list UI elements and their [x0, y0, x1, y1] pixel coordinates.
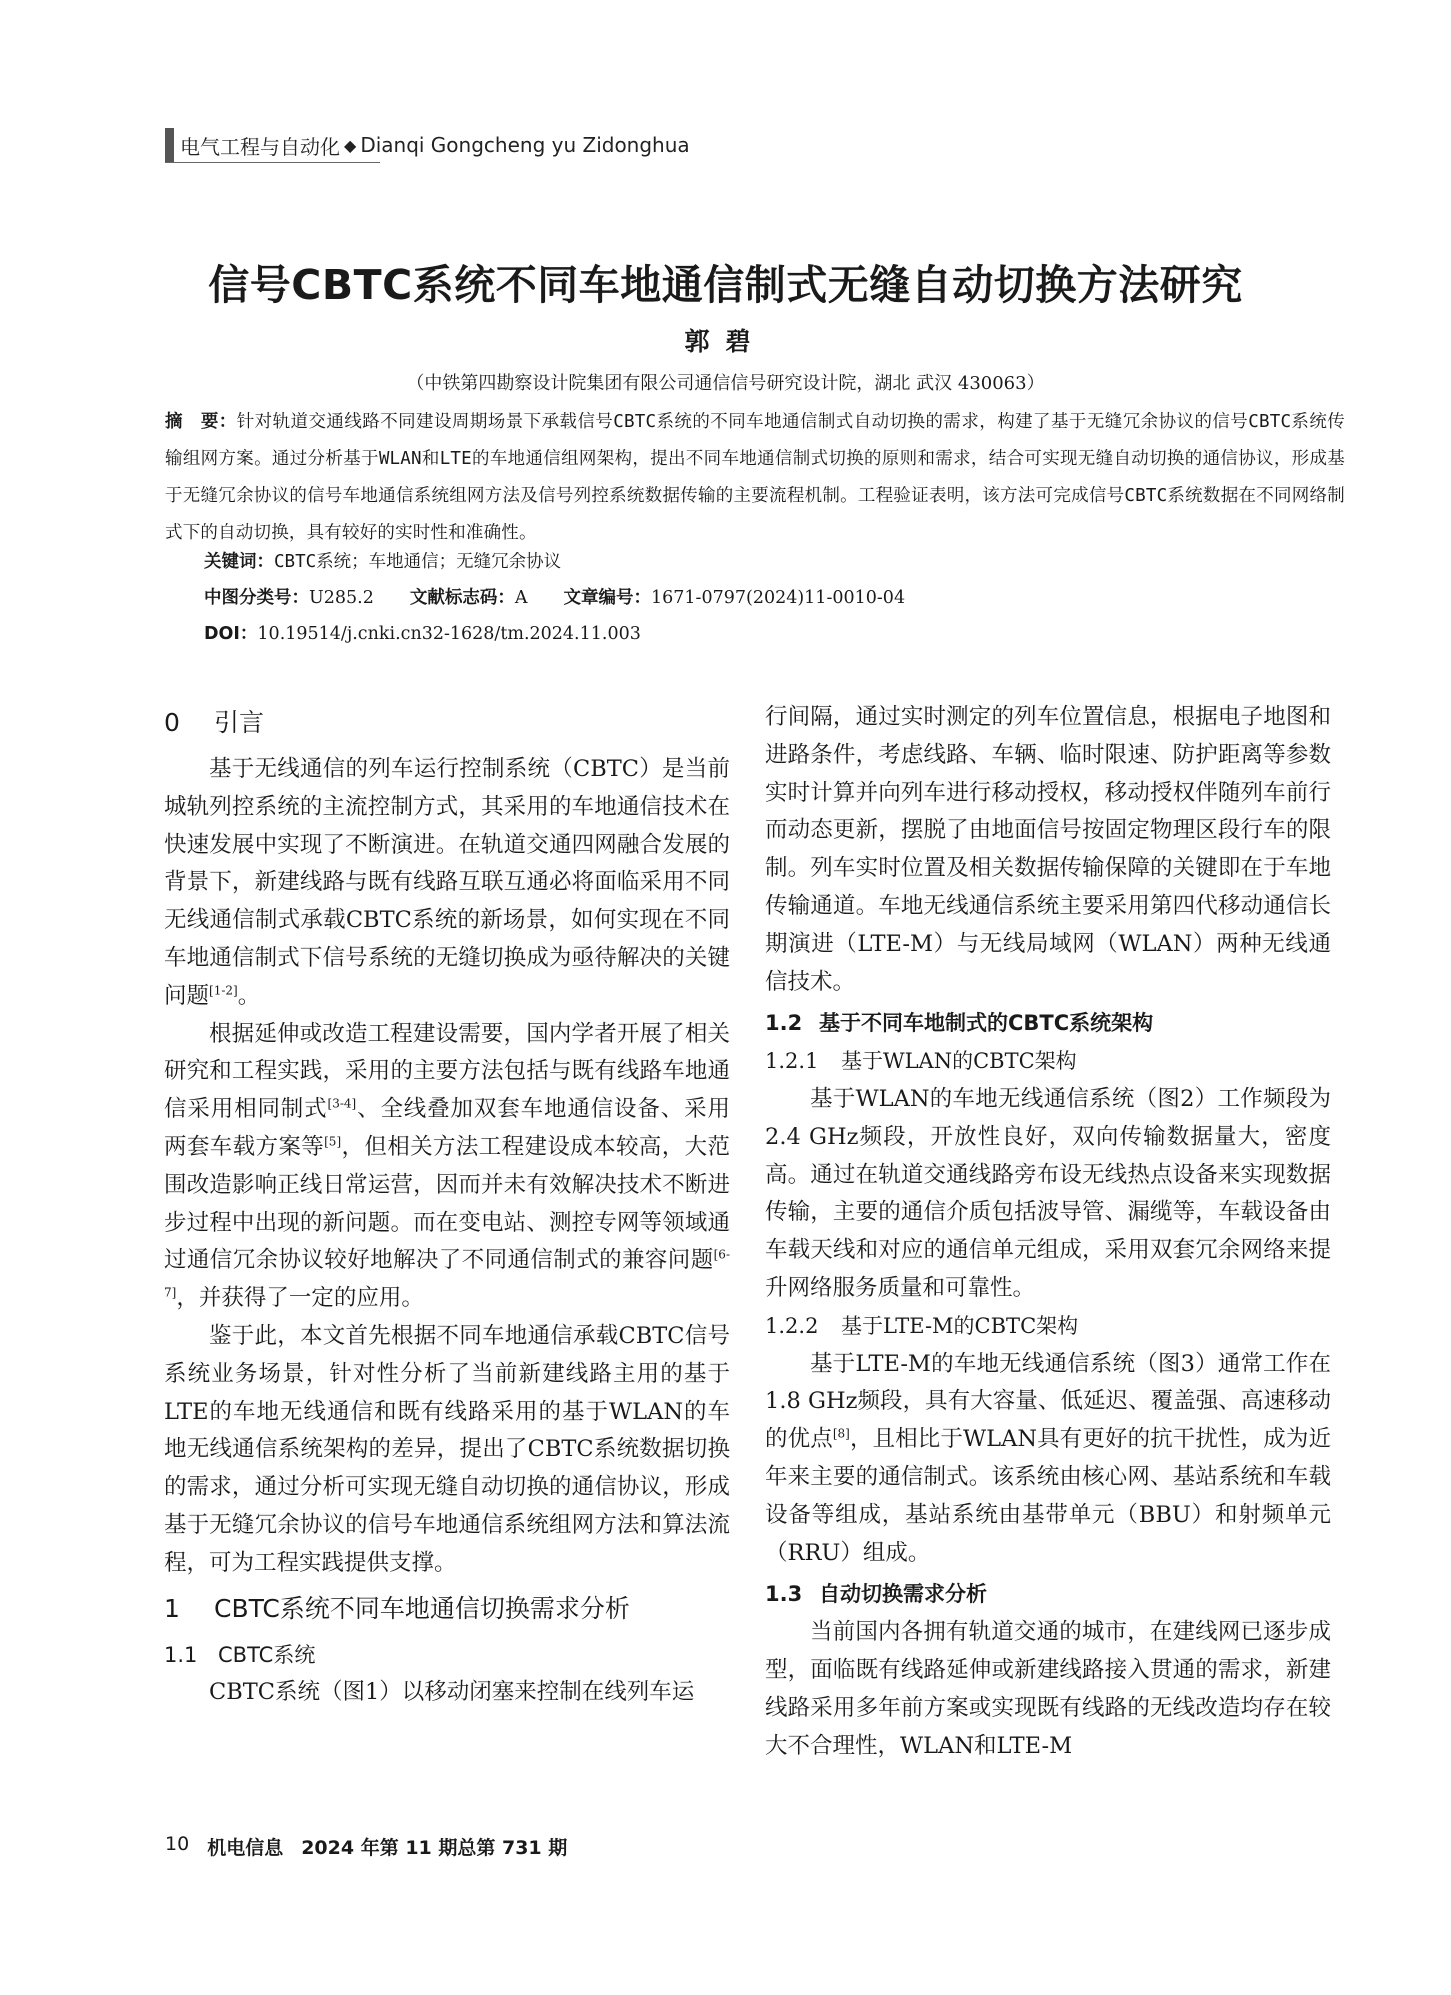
doi: [204, 620, 641, 645]
article-no-value: 1671-0797(2024)11-0010-04: [651, 588, 906, 608]
doc-code-value: A: [514, 588, 528, 608]
paragraph: [765, 1346, 1331, 1573]
section-number: 1.2.1: [765, 1049, 819, 1074]
abstract-text: 针对轨道交通线路不同建设周期场景下承载信号CBTC系统的不同车地通信制式自动切换的需求，构建了基于无缝冗余协议的信号CBTC系统传输组网方案。通过分析基于WLAN和LTE的车地通信组网架构，提出不同车地通信制式切换的原则和需求，结合可实现无缝自动切换的通信协议，形成基于无缝冗余协议的信号车地通信系统组网方法及信号列控系统数据传输的主要流程机制。工程验证表明，该方法可完成信号CBTC系统数据在不同网络制式下的自动切换，具有较好的实时性和准确性。: [165, 412, 1345, 543]
page-number: 10: [165, 1833, 190, 1855]
left-column: [164, 699, 730, 1712]
paragraph: [164, 751, 730, 1016]
issue-info: 2024 年第 11 期总第 731 期: [301, 1837, 568, 1859]
paragraph: 鉴于此，本文首先根据不同车地通信承载CBTC信号系统业务场景，针对性分析了当前新建线路主用的基于LTE的车地无线通信和既有线路采用的基于WLAN的车地无线通信系统架构的差异，提出了CBTC系统数据切换的需求，通过分析可实现无缝自动切换的通信协议，形成基于无缝冗余协议的信号车地通信系统组网方法和算法流程，可为工程实践提供支撑。: [164, 1322, 730, 1576]
keywords: [204, 548, 561, 573]
paragraph-text: ，并获得了一定的应用。: [176, 1285, 424, 1312]
paragraph-text: ，但相关方法工程建设成本较高，大范围改造影响正线日常运营，因而并未有效解决技术不断进步过程中出现的新问题。而在变电站、测控专网等领域通过通信冗余协议较好地解决了不同通信制式的兼容问题: [164, 1133, 730, 1274]
running-head: [165, 128, 690, 162]
diamond-icon: ◆: [344, 135, 357, 155]
paper-title: 信号CBTC系统不同车地通信制式无缝自动切换方法研究: [208, 261, 1243, 309]
abstract: [165, 404, 1345, 552]
section-number: 1: [164, 1593, 180, 1623]
section-heading-1-2: [765, 1005, 1331, 1043]
running-head-en: Dianqi Gongcheng yu Zidonghua: [360, 133, 690, 157]
paragraph-text: ，且相比于WLAN具有更好的抗干扰性，成为近年来主要的通信制式。该系统由核心网、基站系统和车载设备等组成，基站系统由基带单元（BBU）和射频单元（RRU）组成。: [765, 1426, 1331, 1566]
page-footer: [165, 1833, 567, 1860]
paragraph-text: 基于无线通信的列车运行控制系统（CBTC）是当前城轨列控系统的主流控制方式，其采用的车地通信技术在快速发展中实现了不断演进。在轨道交通四网融合发展的背景下，新建线路与既有线路互联互通必将面临采用不同无线通信制式承载CBTC系统的新场景，如何实现在不同车地通信制式下信号系统的无缝切换成为亟待解决的关键问题: [164, 756, 730, 1009]
abstract-label: 摘 要：: [165, 412, 237, 432]
doi-label: DOI：: [204, 624, 258, 644]
classification-line: [204, 584, 905, 609]
section-heading-1-1: [164, 1637, 730, 1675]
citation: [5]: [324, 1134, 342, 1149]
section-title: CBTC系统: [218, 1642, 316, 1667]
section-heading-1: [164, 1589, 730, 1629]
paragraph: 当前国内各拥有轨道交通的城市，在建线网已逐步成型，面临既有线路延伸或新建线路接入贯通的需求，新建线路采用多年前方案或实现既有线路的无线改造均存在较大不合理性，WLAN和LTE-M: [765, 1619, 1331, 1759]
affiliation: （中铁第四勘察设计院集团有限公司通信信号研究设计院，湖北 武汉 430063）: [406, 373, 1045, 394]
author: 郭碧: [684, 327, 767, 356]
journal-name: 机电信息: [207, 1837, 284, 1859]
article-no-label: 文章编号：: [563, 588, 651, 608]
paragraph: 基于WLAN的车地无线通信系统（图2）工作频段为2.4 GHz频段，开放性良好，双向传输数据量大，密度高。通过在轨道交通线路旁布设无线热点设备来实现数据传输，主要的通信介质包括波导管、漏缆等，车载设备由车载天线和对应的通信单元组成，采用双套冗余网络来提升网络服务质量和可靠性。: [765, 1085, 1331, 1301]
running-head-cn: 电气工程与自动化: [180, 134, 340, 159]
section-title: 自动切换需求分析: [819, 1582, 987, 1607]
section-heading-1-2-2: [765, 1308, 1331, 1346]
keywords-label: 关键词：: [204, 552, 274, 572]
paragraph-text: 根据延伸或改造工程建设需要，国内学者开展了相关研究和工程实践，采用的主要方法包括与既有线路车地通信采用相同制式: [164, 1020, 730, 1123]
section-title: 基于LTE-M的CBTC架构: [841, 1313, 1079, 1338]
section-heading-0: [164, 703, 730, 743]
clc-value: U285.2: [309, 588, 374, 608]
paragraph-text: 。: [237, 982, 261, 1009]
section-number: 1.1: [164, 1642, 198, 1667]
section-title: 引言: [214, 708, 265, 737]
doi-value: 10.19514/j.cnki.cn32-1628/tm.2024.11.003: [257, 624, 641, 644]
running-head-bar: [165, 128, 174, 162]
section-heading-1-3: [765, 1576, 1331, 1614]
citation: [6-7]: [164, 1247, 730, 1300]
section-heading-1-2-1: [765, 1043, 1331, 1081]
section-title: 基于WLAN的CBTC架构: [841, 1049, 1077, 1074]
section-number: 1.2.2: [765, 1313, 819, 1338]
citation: [1-2]: [209, 983, 238, 998]
section-number: 1.3: [765, 1582, 803, 1607]
running-head-rule: [165, 162, 380, 163]
paragraph-text: 基于LTE-M的车地无线通信系统（图3）通常工作在1.8 GHz频段，具有大容量、低延迟、覆盖强、高速移动的优点: [765, 1350, 1331, 1453]
citation: [8]: [832, 1426, 850, 1441]
section-title: CBTC系统不同车地通信切换需求分析: [214, 1593, 630, 1623]
section-number: 1.2: [765, 1011, 803, 1036]
paragraph-text: 、全线叠加双套车地通信设备、采用两套车载方案等: [164, 1096, 730, 1160]
paragraph: 行间隔，通过实时测定的列车位置信息，根据电子地图和进路条件，考虑线路、车辆、临时限速、防护距离等参数实时计算并向列车进行移动授权，移动授权伴随列车前行而动态更新，摆脱了由地面信号按固定物理区段行车的限制。列车实时位置及相关数据传输保障的关键即在于车地传输通道。车地无线通信系统主要采用第四代移动通信长期演进（LTE-M）与无线局域网（WLAN）两种无线通信技术。: [765, 704, 1331, 995]
paragraph: CBTC系统（图1）以移动闭塞来控制在线列车运: [209, 1679, 695, 1706]
doc-code-label: 文献标志码：: [409, 588, 515, 608]
paragraph: [164, 1016, 730, 1318]
clc-label: 中图分类号：: [204, 588, 309, 608]
section-title: 基于不同车地制式的CBTC系统架构: [819, 1011, 1154, 1036]
keywords-value: CBTC系统；车地通信；无缝冗余协议: [274, 552, 562, 572]
right-column: [765, 699, 1331, 1765]
section-number: 0: [164, 708, 180, 737]
citation: [3-4]: [327, 1096, 357, 1111]
